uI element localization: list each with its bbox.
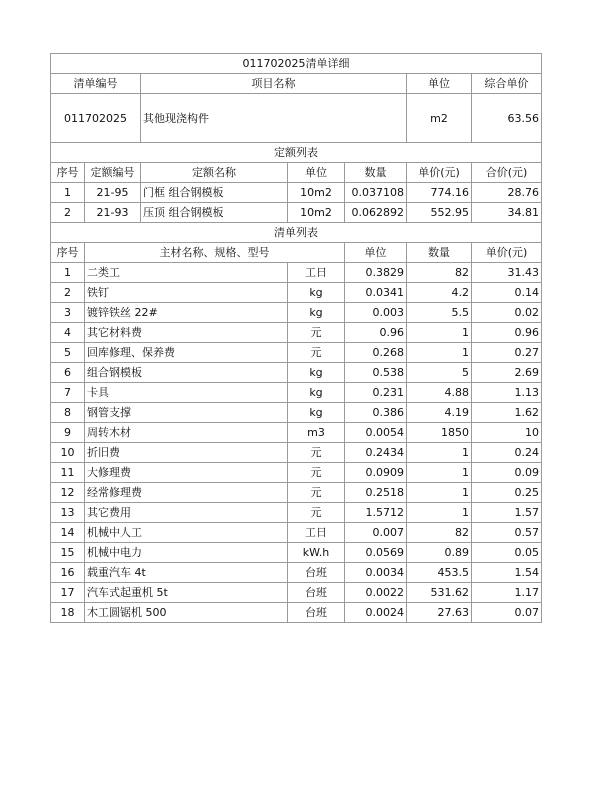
material-cell: 0.2518 xyxy=(345,483,407,503)
material-cell: 0.3829 xyxy=(345,263,407,283)
quota-row xyxy=(51,203,542,223)
material-cell: 0.25 xyxy=(472,483,542,503)
material-cell: 0.0569 xyxy=(345,543,407,563)
material-cell: 27.63 xyxy=(407,603,472,623)
material-cell: 1 xyxy=(407,483,472,503)
materials-header: 单价(元) xyxy=(472,243,542,263)
material-cell: 0.07 xyxy=(472,603,542,623)
material-cell: 0.007 xyxy=(345,523,407,543)
material-cell: 机械中电力 xyxy=(85,543,288,563)
material-cell: 16 xyxy=(51,563,85,583)
material-cell: m3 xyxy=(288,423,345,443)
quota-cell: 774.16 xyxy=(407,183,472,203)
header-name: 项目名称 xyxy=(141,74,407,94)
material-cell: 1 xyxy=(407,443,472,463)
material-cell: 折旧费 xyxy=(85,443,288,463)
material-cell: 元 xyxy=(288,443,345,463)
material-cell: 82 xyxy=(407,263,472,283)
material-cell: 0.268 xyxy=(345,343,407,363)
material-cell: 周转木材 xyxy=(85,423,288,443)
material-cell: 1 xyxy=(407,503,472,523)
material-cell: 工日 xyxy=(288,263,345,283)
material-cell: 0.0024 xyxy=(345,603,407,623)
material-row xyxy=(51,323,542,343)
quota-header: 定额名称 xyxy=(141,163,288,183)
material-cell: 4.19 xyxy=(407,403,472,423)
material-cell: 31.43 xyxy=(472,263,542,283)
material-row xyxy=(51,543,542,563)
material-cell: 17 xyxy=(51,583,85,603)
material-cell: 0.57 xyxy=(472,523,542,543)
material-cell: 1 xyxy=(51,263,85,283)
quota-cell: 34.81 xyxy=(472,203,542,223)
quota-header: 单价(元) xyxy=(407,163,472,183)
material-row xyxy=(51,403,542,423)
quota-cell: 门框 组合钢模板 xyxy=(141,183,288,203)
material-cell: 0.0341 xyxy=(345,283,407,303)
material-cell: 1 xyxy=(407,343,472,363)
materials-header-row xyxy=(51,243,542,263)
item-price: 63.56 xyxy=(472,94,542,143)
material-cell: kg xyxy=(288,303,345,323)
material-cell: 0.96 xyxy=(472,323,542,343)
material-cell: 4.88 xyxy=(407,383,472,403)
material-cell: 9 xyxy=(51,423,85,443)
material-cell: 82 xyxy=(407,523,472,543)
material-cell: 1.13 xyxy=(472,383,542,403)
material-cell: 0.89 xyxy=(407,543,472,563)
material-cell: 7 xyxy=(51,383,85,403)
material-cell: 0.0909 xyxy=(345,463,407,483)
material-cell: 组合钢模板 xyxy=(85,363,288,383)
material-cell: 13 xyxy=(51,503,85,523)
material-cell: 机械中人工 xyxy=(85,523,288,543)
material-row xyxy=(51,463,542,483)
quota-cell: 21-93 xyxy=(85,203,141,223)
quota-cell: 压顶 组合钢模板 xyxy=(141,203,288,223)
material-cell: 0.386 xyxy=(345,403,407,423)
material-cell: 2 xyxy=(51,283,85,303)
material-cell: 1.57 xyxy=(472,503,542,523)
material-cell: 0.24 xyxy=(472,443,542,463)
material-cell: 531.62 xyxy=(407,583,472,603)
table-title: 011702025清单详细 xyxy=(51,54,542,74)
material-cell: 0.09 xyxy=(472,463,542,483)
material-row xyxy=(51,303,542,323)
material-row xyxy=(51,283,542,303)
material-row xyxy=(51,563,542,583)
material-cell: 0.0034 xyxy=(345,563,407,583)
material-cell: 0.96 xyxy=(345,323,407,343)
header-price: 综合单价 xyxy=(472,74,542,94)
material-cell: 5.5 xyxy=(407,303,472,323)
material-cell: 0.14 xyxy=(472,283,542,303)
materials-header: 主材名称、规格、型号 xyxy=(85,243,345,263)
material-cell: 0.27 xyxy=(472,343,542,363)
materials-section-title: 清单列表 xyxy=(51,223,542,243)
material-cell: 汽车式起重机 5t xyxy=(85,583,288,603)
title-row xyxy=(51,54,542,74)
material-cell: 0.0022 xyxy=(345,583,407,603)
material-row xyxy=(51,363,542,383)
quota-header: 数量 xyxy=(345,163,407,183)
detail-table xyxy=(50,53,542,623)
material-row xyxy=(51,583,542,603)
material-cell: 台班 xyxy=(288,583,345,603)
material-cell: 0.538 xyxy=(345,363,407,383)
material-cell: kg xyxy=(288,283,345,303)
quota-header: 定额编号 xyxy=(85,163,141,183)
material-cell: 0.003 xyxy=(345,303,407,323)
quota-cell: 0.037108 xyxy=(345,183,407,203)
material-cell: 台班 xyxy=(288,563,345,583)
material-cell: 元 xyxy=(288,483,345,503)
material-cell: kW.h xyxy=(288,543,345,563)
material-cell: 载重汽车 4t xyxy=(85,563,288,583)
material-cell: 元 xyxy=(288,463,345,483)
quota-row xyxy=(51,183,542,203)
materials-header: 数量 xyxy=(407,243,472,263)
item-row xyxy=(51,94,542,143)
quota-header: 合价(元) xyxy=(472,163,542,183)
material-cell: 元 xyxy=(288,503,345,523)
material-cell: 大修理费 xyxy=(85,463,288,483)
material-row xyxy=(51,603,542,623)
material-cell: 1.5712 xyxy=(345,503,407,523)
material-cell: 12 xyxy=(51,483,85,503)
quota-header: 单位 xyxy=(288,163,345,183)
quota-header-row xyxy=(51,163,542,183)
material-row xyxy=(51,263,542,283)
quota-cell: 28.76 xyxy=(472,183,542,203)
quota-cell: 0.062892 xyxy=(345,203,407,223)
material-cell: 1 xyxy=(407,463,472,483)
header-unit: 单位 xyxy=(407,74,472,94)
item-header-row xyxy=(51,74,542,94)
material-cell: 2.69 xyxy=(472,363,542,383)
material-cell: 铁钉 xyxy=(85,283,288,303)
material-cell: 10 xyxy=(51,443,85,463)
material-cell: 5 xyxy=(51,343,85,363)
quota-cell: 10m2 xyxy=(288,203,345,223)
material-cell: 18 xyxy=(51,603,85,623)
quota-cell: 1 xyxy=(51,183,85,203)
material-cell: 4.2 xyxy=(407,283,472,303)
material-cell: 15 xyxy=(51,543,85,563)
material-cell: 4 xyxy=(51,323,85,343)
material-cell: 3 xyxy=(51,303,85,323)
material-cell: 0.05 xyxy=(472,543,542,563)
material-cell: 其它费用 xyxy=(85,503,288,523)
material-cell: 1850 xyxy=(407,423,472,443)
quota-cell: 552.95 xyxy=(407,203,472,223)
material-cell: 卡具 xyxy=(85,383,288,403)
material-row xyxy=(51,443,542,463)
material-cell: 木工圆锯机 500 xyxy=(85,603,288,623)
quota-cell: 21-95 xyxy=(85,183,141,203)
materials-header: 序号 xyxy=(51,243,85,263)
material-cell: kg xyxy=(288,383,345,403)
header-code: 清单编号 xyxy=(51,74,141,94)
quota-cell: 10m2 xyxy=(288,183,345,203)
material-cell: 1.17 xyxy=(472,583,542,603)
material-row xyxy=(51,343,542,363)
material-row xyxy=(51,483,542,503)
material-cell: 14 xyxy=(51,523,85,543)
quota-section-title: 定额列表 xyxy=(51,143,542,163)
material-cell: 经常修理费 xyxy=(85,483,288,503)
material-cell: 1.54 xyxy=(472,563,542,583)
material-cell: 0.0054 xyxy=(345,423,407,443)
material-row xyxy=(51,383,542,403)
material-cell: 1.62 xyxy=(472,403,542,423)
material-cell: 8 xyxy=(51,403,85,423)
material-cell: kg xyxy=(288,403,345,423)
material-row xyxy=(51,523,542,543)
material-cell: kg xyxy=(288,363,345,383)
material-cell: 回库修理、保养费 xyxy=(85,343,288,363)
material-cell: 钢管支撑 xyxy=(85,403,288,423)
material-row xyxy=(51,503,542,523)
material-cell: 6 xyxy=(51,363,85,383)
material-cell: 元 xyxy=(288,323,345,343)
material-cell: 元 xyxy=(288,343,345,363)
material-cell: 二类工 xyxy=(85,263,288,283)
material-cell: 11 xyxy=(51,463,85,483)
material-cell: 5 xyxy=(407,363,472,383)
material-cell: 1 xyxy=(407,323,472,343)
quota-section-row xyxy=(51,143,542,163)
material-row xyxy=(51,423,542,443)
material-cell: 0.2434 xyxy=(345,443,407,463)
material-cell: 其它材料费 xyxy=(85,323,288,343)
item-unit: m2 xyxy=(407,94,472,143)
material-cell: 台班 xyxy=(288,603,345,623)
materials-section-row xyxy=(51,223,542,243)
material-cell: 工日 xyxy=(288,523,345,543)
quota-cell: 2 xyxy=(51,203,85,223)
materials-header: 单位 xyxy=(345,243,407,263)
item-code: 011702025 xyxy=(51,94,141,143)
material-cell: 0.231 xyxy=(345,383,407,403)
quota-header: 序号 xyxy=(51,163,85,183)
material-cell: 10 xyxy=(472,423,542,443)
material-cell: 453.5 xyxy=(407,563,472,583)
material-cell: 镀锌铁丝 22# xyxy=(85,303,288,323)
item-name: 其他现浇构件 xyxy=(141,94,407,143)
material-cell: 0.02 xyxy=(472,303,542,323)
